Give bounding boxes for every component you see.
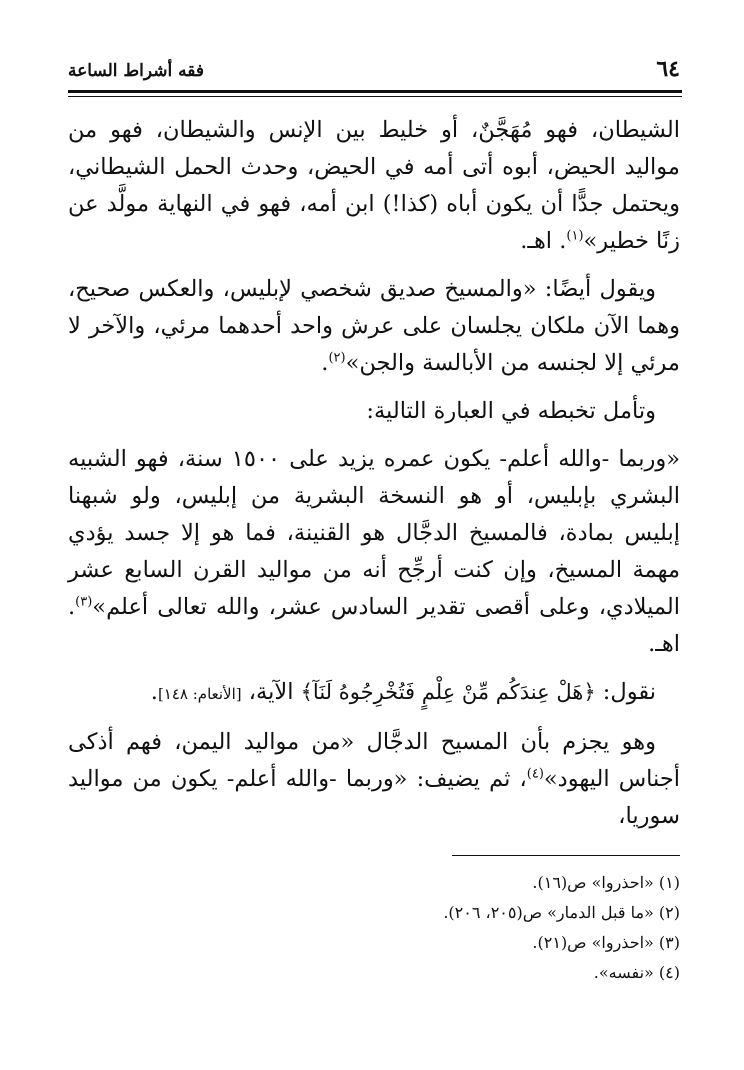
footnotes	[68, 868, 680, 988]
paragraph-text: وهو يجزم بأن المسيح الدجَّال «من مواليد اليمن، فهم أذكى أجناس اليهود»	[68, 729, 680, 792]
footnote-2: (٢) «ما قبل الدمار» ص(٢٠٥، ٢٠٦).	[443, 903, 680, 922]
paragraph-tail: .	[150, 679, 158, 705]
paragraph-text: «وربما -والله أعلم- يكون عمره يزيد على ١٥٠٠ سنة، فهو الشبيه البشري بإبليس، أو هو النسخة البشرية من إبليس، ولو شبهنا إبليس بمادة، فالمسيخ الدجَّال هو القنينة، فما هو إلا جسد يؤدي مهمة المسيخ، وإن كنت أرجِّح أنه من مواليد القرن السابع عشر الميلادي، وعلى أقصى تقدير السادس عشر، والله تعالى أعلم»	[68, 446, 680, 620]
paragraph-4-quote	[68, 441, 680, 663]
running-title: فقه أشراط الساعة	[68, 61, 204, 81]
paragraph-tail: . اهـ.	[68, 594, 680, 657]
footnote-ref: (٢)	[328, 350, 346, 366]
footnote-ref: (٤)	[526, 766, 544, 782]
paragraph-3	[68, 393, 680, 430]
page-body	[68, 112, 680, 846]
footnote-3: (٣) «احذروا» ص(٢١).	[532, 933, 680, 952]
paragraph-5	[68, 674, 680, 713]
page-number: ٦٤	[656, 56, 680, 82]
page-header	[68, 56, 680, 90]
paragraph-tail: ، ثم يضيف: «وربما -والله أعلم- يكون من مواليد سوريا،	[68, 766, 680, 829]
paragraph-tail: . اهـ.	[520, 228, 567, 254]
paragraph-text: الشيطان، فهو مُهَجَّنٌ، أو خليط بين الإنس والشيطان، فهو من مواليد الحيض، أبوه أتى أمه في الحيض، وحدث الحمل الشيطاني، ويحتمل جدًّا أن يكون أباه (كذا!) ابن أمه، فهو في النهاية مولَّد عن زنًا خطير»	[68, 117, 680, 254]
footnote-4: (٤) «نفسه».	[593, 963, 680, 982]
footnote-ref: (٣)	[75, 594, 93, 610]
paragraph-mid: الآية،	[241, 679, 301, 705]
header-rule-thick	[68, 90, 682, 93]
footnote-separator	[452, 855, 680, 856]
paragraph-6	[68, 724, 680, 835]
paragraph-2	[68, 271, 680, 382]
paragraph-text: وتأمل تخبطه في العبارة التالية:	[366, 398, 656, 424]
quran-verse: ﴿هَلْ عِندَكُم مِّنْ عِلْمٍ فَتُخْرِجُوهُ لَنَآ﴾	[300, 680, 596, 704]
verse-reference: [الأنعام: ١٤٨]	[157, 685, 242, 703]
paragraph-text: ويقول أيضًا: «والمسيخ صديق شخصي لإبليس، والعكس صحيح، وهما الآن ملكان يجلسان على عرش واحد أحدهما مرئي، والآخر لا مرئي إلا لجنسه من الأبالسة والجن»	[68, 276, 680, 376]
header-rule-thin	[68, 96, 682, 97]
footnote-1: (١) «احذروا» ص(١٦).	[532, 873, 680, 892]
footnote-ref: (١)	[566, 228, 584, 244]
paragraph-lead: نقول:	[595, 679, 656, 705]
paragraph-tail: .	[321, 350, 329, 376]
paragraph-1	[68, 112, 680, 260]
